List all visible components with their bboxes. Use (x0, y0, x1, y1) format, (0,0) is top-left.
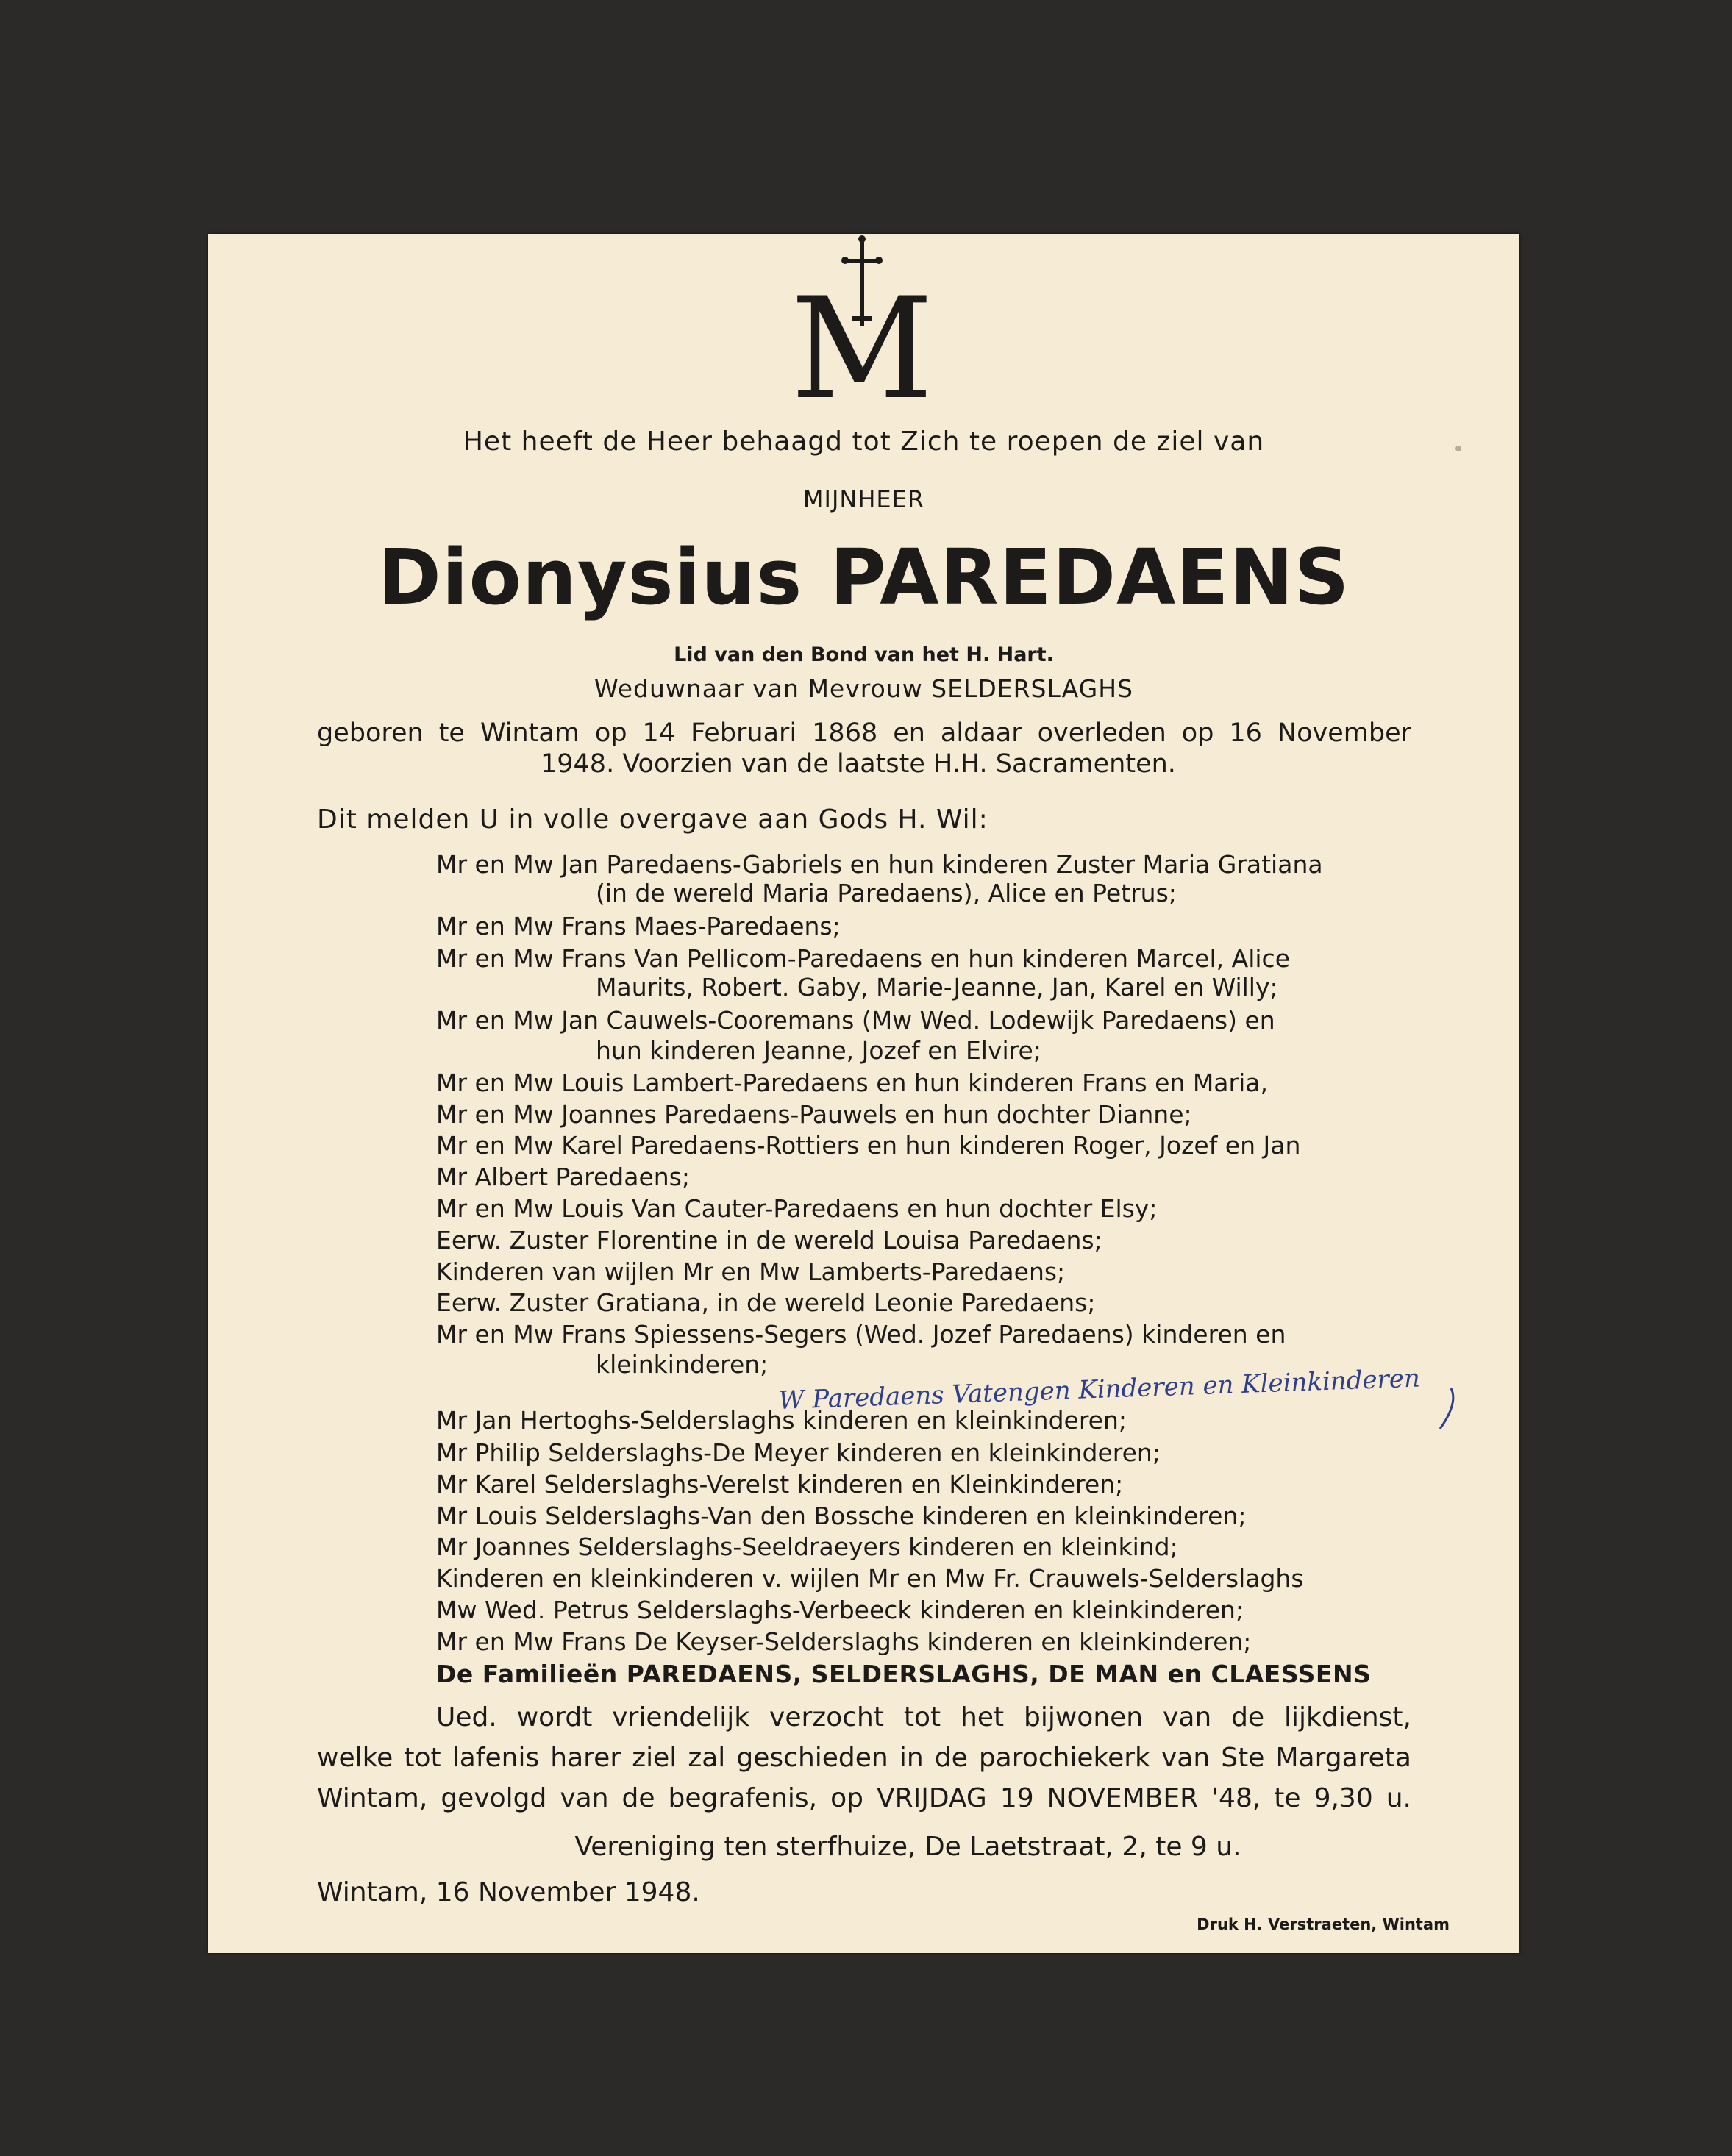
mourner-line: Mr en Mw Frans De Keyser-Selderslaghs kinderen en kleinkinderen; (436, 1627, 1252, 1656)
mourner-line: hun kinderen Jeanne, Jozef en Elvire; (596, 1036, 1041, 1065)
mourner-line: Eerw. Zuster Florentine in de wereld Louisa Paredaens; (436, 1226, 1102, 1254)
invitation-line-1: Ued. wordt vriendelijk verzocht tot het bijwonen van de lijkdienst, (436, 1702, 1411, 1732)
marian-monogram-cross-icon (208, 234, 1519, 425)
deceased-name: Dionysius PAREDAENS (377, 532, 1350, 622)
birth-death-line-2: 1948. Voorzien van de laatste H.H. Sacramenten. (541, 749, 1176, 779)
svg-text:M: M (790, 268, 934, 425)
svg-text:W Paredaens Vatengen Kinderen: W Paredaens Vatengen Kinderen en Kleinkinderen (777, 1363, 1421, 1416)
mourner-line: Mr en Mw Louis Lambert-Paredaens en hun kinderen Frans en Maria, (436, 1068, 1268, 1097)
mourner-line: Mr Philip Selderslaghs-De Meyer kinderen en kleinkinderen; (436, 1438, 1161, 1467)
widower-text: Weduwnaar van Mevrouw SELDERSLAGHS (594, 674, 1133, 703)
mourner-line: kleinkinderen; (596, 1350, 769, 1379)
mourner-line: Kinderen en kleinkinderen v. wijlen Mr en Mw Fr. Crauwels-Selderslaghs (436, 1564, 1304, 1593)
funeral-notice-card (208, 234, 1519, 1953)
mourner-line: Eerw. Zuster Gratiana, in de wereld Leonie Paredaens; (436, 1288, 1096, 1317)
paper-speck (1455, 446, 1461, 451)
intro-text: Het heeft de Heer behaagd tot Zich te roepen de ziel van (463, 426, 1265, 457)
announcement-text: Dit melden U in volle overgave aan Gods H. Wil: (317, 804, 988, 835)
mourner-line: Kinderen van wijlen Mr en Mw Lamberts-Paredaens; (436, 1257, 1066, 1286)
invitation-line-3: Wintam, gevolgd van de begrafenis, op VRIJDAG 19 NOVEMBER '48, te 9,30 u. (317, 1783, 1411, 1813)
gathering-text: Vereniging ten sterfhuize, De Laetstraat, 2, te 9 u. (574, 1832, 1241, 1862)
mourner-line: Mw Wed. Petrus Selderslaghs-Verbeeck kinderen en kleinkinderen; (436, 1596, 1244, 1624)
mourner-line: Mr Jan Hertoghs-Selderslaghs kinderen en kleinkinderen; (436, 1406, 1127, 1435)
place-date: Wintam, 16 November 1948. (317, 1877, 700, 1907)
families-line: De Familieën PAREDAENS, SELDERSLAGHS, DE MAN en CLAESSENS (436, 1660, 1372, 1688)
mourner-line: Mr Karel Selderslaghs-Verelst kinderen en Kleinkinderen; (436, 1470, 1124, 1499)
birth-death-line-1: geboren te Wintam op 14 Februari 1868 en aldaar overleden op 16 November (317, 718, 1411, 748)
invitation-line-2: welke tot lafenis harer ziel zal geschieden in de parochiekerk van Ste Margareta (317, 1743, 1411, 1773)
mourner-line: Mr en Mw Frans Maes-Paredaens; (436, 912, 841, 940)
mourner-line: (in de wereld Maria Paredaens), Alice en Petrus; (596, 879, 1177, 907)
membership-text: Lid van den Bond van het H. Hart. (674, 643, 1054, 666)
mourner-line: Mr Joannes Selderslaghs-Seeldraeyers kinderen en kleinkind; (436, 1532, 1178, 1561)
mourner-line: Mr Albert Paredaens; (436, 1163, 691, 1191)
mourner-line: Mr Louis Selderslaghs-Van den Bossche kinderen en kleinkinderen; (436, 1502, 1247, 1530)
mourner-line: Maurits, Robert. Gaby, Marie-Jeanne, Jan, Karel en Willy; (596, 973, 1278, 1002)
mourner-line: Mr en Mw Jan Cauwels-Cooremans (Mw Wed. Lodewijk Paredaens) en (436, 1006, 1275, 1035)
printer-credit: Druk H. Verstraeten, Wintam (1197, 1916, 1450, 1933)
title-mijnheer: MIJNHEER (802, 485, 925, 513)
mourner-line: Mr en Mw Louis Van Cauter-Paredaens en hun dochter Elsy; (436, 1194, 1158, 1223)
mourner-line: Mr en Mw Jan Paredaens-Gabriels en hun kinderen Zuster Maria Gratiana (436, 850, 1323, 879)
mourner-line: Mr en Mw Karel Paredaens-Rottiers en hun kinderen Roger, Jozef en Jan (436, 1131, 1301, 1160)
mourner-line: Mr en Mw Frans Van Pellicom-Paredaens en hun kinderen Marcel, Alice (436, 944, 1290, 973)
mourner-line: Mr en Mw Frans Spiessens-Segers (Wed. Jozef Paredaens) kinderen en (436, 1320, 1286, 1349)
mourner-line: Mr en Mw Joannes Paredaens-Pauwels en hun dochter Dianne; (436, 1100, 1192, 1129)
